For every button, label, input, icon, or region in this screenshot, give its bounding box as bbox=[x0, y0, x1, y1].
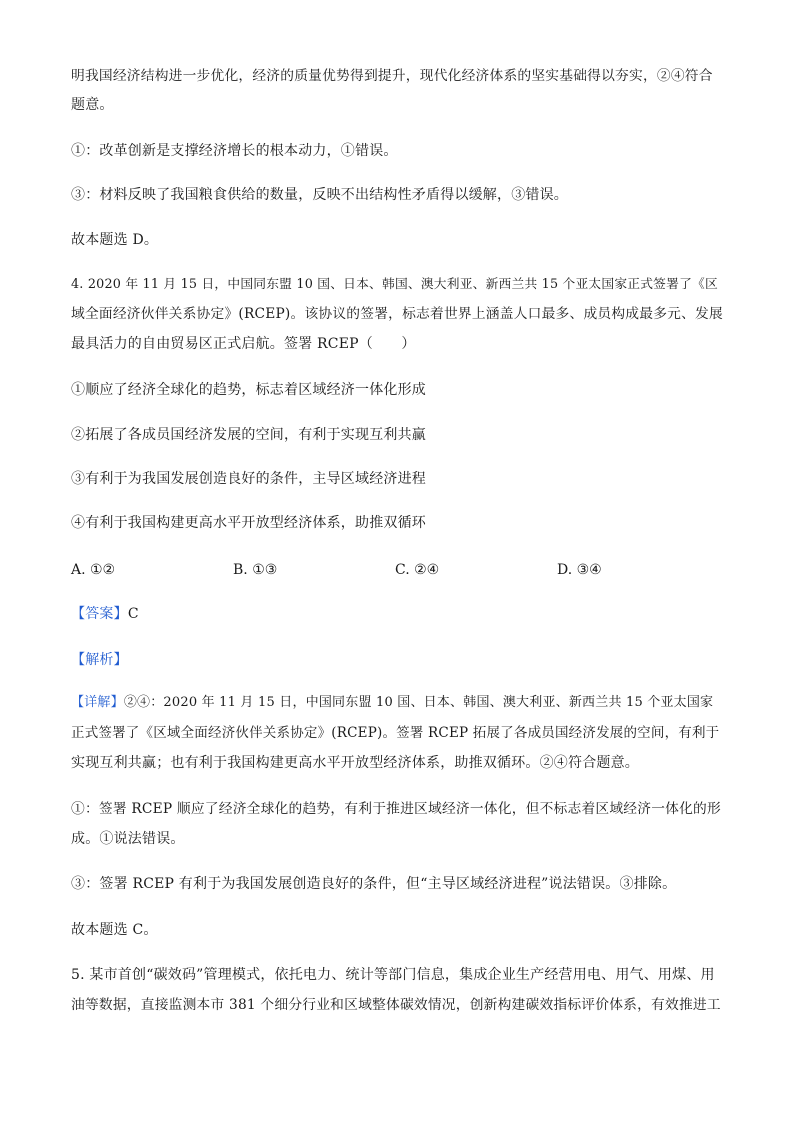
q4-wrong-1-line-2: 成。①说法错误。 bbox=[71, 831, 185, 847]
prev-analysis-line-2: 题意。 bbox=[71, 97, 114, 113]
q5-stem-line-2: 油等数据，直接监测本市 381 个细分行业和区域整体碳效情况，创新构建碳效指标评价体系，有效推进工 bbox=[71, 997, 721, 1013]
q4-option-a: A. ①② bbox=[71, 562, 116, 578]
prev-conclusion: 故本题选 D。 bbox=[71, 232, 159, 248]
detail-tag: 【详解】 bbox=[71, 695, 124, 710]
q4-stem-line-2: 域全面经济伙伴关系协定》(RCEP)。该协议的签署，标志着世界上涵盖人口最多、成员构成最多元、发展 bbox=[71, 306, 723, 322]
q4-option-c: C. ②④ bbox=[395, 562, 440, 578]
answer-tag: 【答案】 bbox=[71, 606, 128, 622]
q4-detail-line-3: 实现互利共赢；也有利于我国构建更高水平开放型经济体系，助推双循环。②④符合题意。 bbox=[71, 755, 639, 771]
q4-detail-line-1 bbox=[71, 693, 723, 713]
prev-analysis-point-1: ①：改革创新是支撑经济增长的根本动力，①错误。 bbox=[71, 143, 398, 159]
q4-option-b: B. ①③ bbox=[233, 562, 278, 578]
q4-wrong-1-line-1: ①：签署 RCEP 顺应了经济全球化的趋势，有利于推进区域经济一体化，但不标志着区域经济一体化的形 bbox=[71, 801, 721, 817]
q4-option-d: D. ③④ bbox=[557, 562, 602, 578]
q4-answer bbox=[71, 604, 723, 624]
analysis-tag: 【解析】 bbox=[71, 652, 128, 668]
q5-stem-line-1: 5. 某市首创“碳效码”管理模式，依托电力、统计等部门信息，集成企业生产经营用电、用气、用煤、用 bbox=[71, 967, 715, 983]
q4-stem-line-3: 最具活力的自由贸易区正式启航。签署 RCEP（ ） bbox=[71, 336, 416, 352]
q4-item-4: ④有利于我国构建更高水平开放型经济体系，助推双循环 bbox=[71, 515, 426, 531]
q4-detail-line-2: 正式签署了《区域全面经济伙伴关系协定》(RCEP)。签署 RCEP 拓展了各成员国经济发展的空间，有利于 bbox=[71, 725, 720, 741]
prev-analysis-point-3: ③：材料反映了我国粮食供给的数量，反映不出结构性矛盾得以缓解，③错误。 bbox=[71, 187, 568, 203]
detail-text-1: ②④：2020 年 11 月 15 日，中国同东盟 10 国、日本、韩国、澳大利亚、新西兰共 15 个亚太国家 bbox=[123, 695, 714, 710]
q4-item-1: ①顺应了经济全球化的趋势，标志着区域经济一体化形成 bbox=[71, 382, 426, 398]
prev-analysis-line-1: 明我国经济结构进一步优化，经济的质量优势得到提升，现代化经济体系的坚实基础得以夯实，②④符合 bbox=[71, 68, 713, 84]
q4-item-2: ②拓展了各成员国经济发展的空间，有利于实现互利共赢 bbox=[71, 427, 426, 443]
q4-wrong-3: ③：签署 RCEP 有利于为我国发展创造良好的条件，但“主导区域经济进程”说法错误。③排除。 bbox=[71, 876, 677, 892]
answer-value: C bbox=[127, 606, 139, 622]
q4-conclusion: 故本题选 C。 bbox=[71, 922, 158, 938]
q4-analysis-heading bbox=[71, 650, 723, 670]
q4-item-3: ③有利于为我国发展创造良好的条件，主导区域经济进程 bbox=[71, 471, 426, 487]
q4-stem-line-1: 4. 2020 年 11 月 15 日，中国同东盟 10 国、日本、韩国、澳大利亚、新西兰共 15 个亚太国家正式签署了《区 bbox=[71, 277, 718, 292]
